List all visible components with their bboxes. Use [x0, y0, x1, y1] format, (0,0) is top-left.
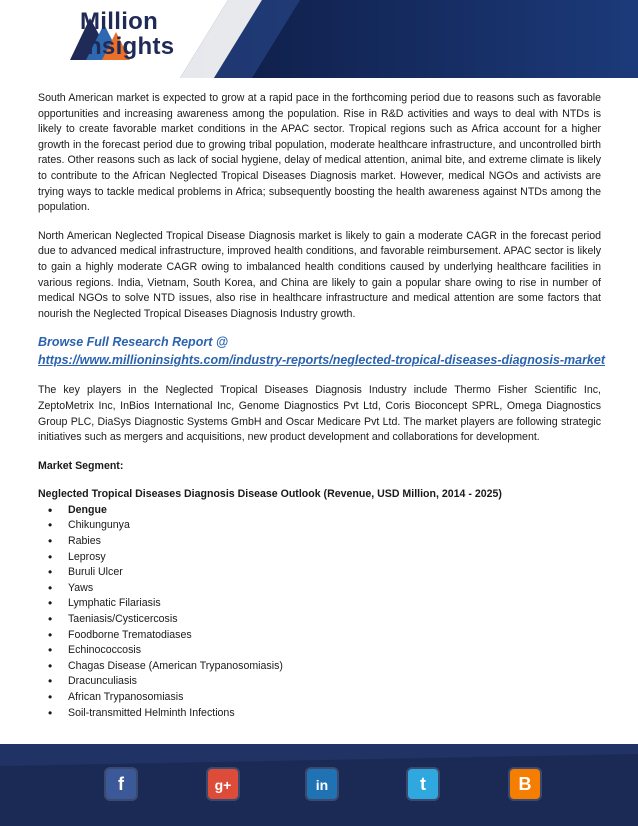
paragraph-regional: South American market is expected to grow at a rapid pace in the forthcoming period due to reasons such as favorable opportunities and increasing awareness among the population. Rise in R&D activities and ways to deal with NTDs is likely to create favorable market conditions in the APAC sector. Tropical regions such as Africa account for a higher growth in the forecast period due to growing tribal population, moderate healthcare infrastructure, and uncontrolled birth rates. Other reasons such as lack of social hygiene, delay of medical attention, animal bite, and extreme climate is likely to contribute to the African Neglected Tropical Diseases Diagnosis market. However, medical NGOs and activists are trying ways to tackle medical problems in Africa; subsequently boosting the health awareness against NTDs among the population.	[38, 92, 601, 214]
report-link[interactable]: https://www.millioninsights.com/industry-reports/neglected-tropical-diseases-diagnosis-market	[38, 353, 605, 368]
twitter-icon-glyph: t	[420, 774, 426, 794]
disease-outlook-heading: Neglected Tropical Diseases Diagnosis Disease Outlook (Revenue, USD Million, 2014 - 2025)	[38, 488, 502, 501]
disease-list	[38, 503, 601, 721]
list-item: • Chikungunya	[48, 518, 601, 534]
blogger-icon[interactable]	[510, 769, 540, 799]
list-item: • Foodborne Trematodiases	[48, 628, 601, 644]
list-item: • Yaws	[48, 581, 601, 597]
list-item: • Lymphatic Filariasis	[48, 596, 601, 612]
brand-name	[80, 10, 174, 59]
list-item: • Buruli Ulcer	[48, 565, 601, 581]
market-segment-heading: Market Segment:	[38, 459, 124, 472]
list-item: • Rabies	[48, 534, 601, 550]
list-item: • African Trypanosomiasis	[48, 690, 601, 706]
twitter-icon[interactable]	[408, 769, 438, 799]
paragraph-key-players: The key players in the Neglected Tropical Diseases Diagnosis Industry include Thermo Fisher Scientific Inc, ZeptoMetrix Inc, InBios International Inc, Genome Diagnostics Pvt Ltd, Coris Bioconcept SPRL, Omega Diagnostics Group PLC, DiaSys Diagnostic Systems GmbH and Oscar Medicare Pvt Ltd. The market players are following strategic initiatives such as mergers and acquisitions, new product development and collaborations for development.	[38, 384, 601, 444]
list-item: • Chagas Disease (American Trypanosomiasis)	[48, 659, 601, 675]
browse-report-label: Browse Full Research Report @	[38, 335, 229, 350]
list-item: • Dengue	[48, 503, 601, 519]
list-item: • Echinococcosis	[48, 643, 601, 659]
brand-name-line2: Insights	[80, 33, 175, 60]
blogger-icon-glyph: B	[518, 774, 532, 794]
list-item: • Dracunculiasis	[48, 674, 601, 690]
list-item: • Taeniasis/Cysticercosis	[48, 612, 601, 628]
list-item: • Soil-transmitted Helminth Infections	[48, 706, 601, 722]
linkedin-icon-glyph: in	[315, 777, 329, 793]
linkedin-icon[interactable]	[307, 769, 337, 799]
google-plus-icon[interactable]	[208, 769, 238, 799]
list-item: • Leprosy	[48, 550, 601, 566]
google-plus-icon-glyph: g+	[214, 777, 232, 793]
page-header	[0, 0, 638, 78]
paragraph-north-america-apac: North American Neglected Tropical Disease Diagnosis market is likely to gain a moderate CAGR in the forecast period due to advanced medical infrastructure, improved health conditions, and favorable reimbursement. APAC sector is likely to gain a highly moderate CAGR owing to imbalanced health conditions caused by underlying healthcare facilities in various regions. India, Vietnam, South Korea, and China are likely to gain a popular share owing to rise in number of medical NGOs to solve NTD issues, also rise in healthcare infrastructure and medical attention are some factors that nourish the Neglected Tropical Diseases Diagnosis Industry growth.	[38, 229, 601, 320]
facebook-icon[interactable]	[106, 769, 136, 799]
facebook-icon-glyph: f	[118, 774, 124, 794]
report-body	[38, 91, 605, 721]
brand-name-line1: Million	[80, 8, 159, 35]
page-footer	[0, 744, 638, 826]
